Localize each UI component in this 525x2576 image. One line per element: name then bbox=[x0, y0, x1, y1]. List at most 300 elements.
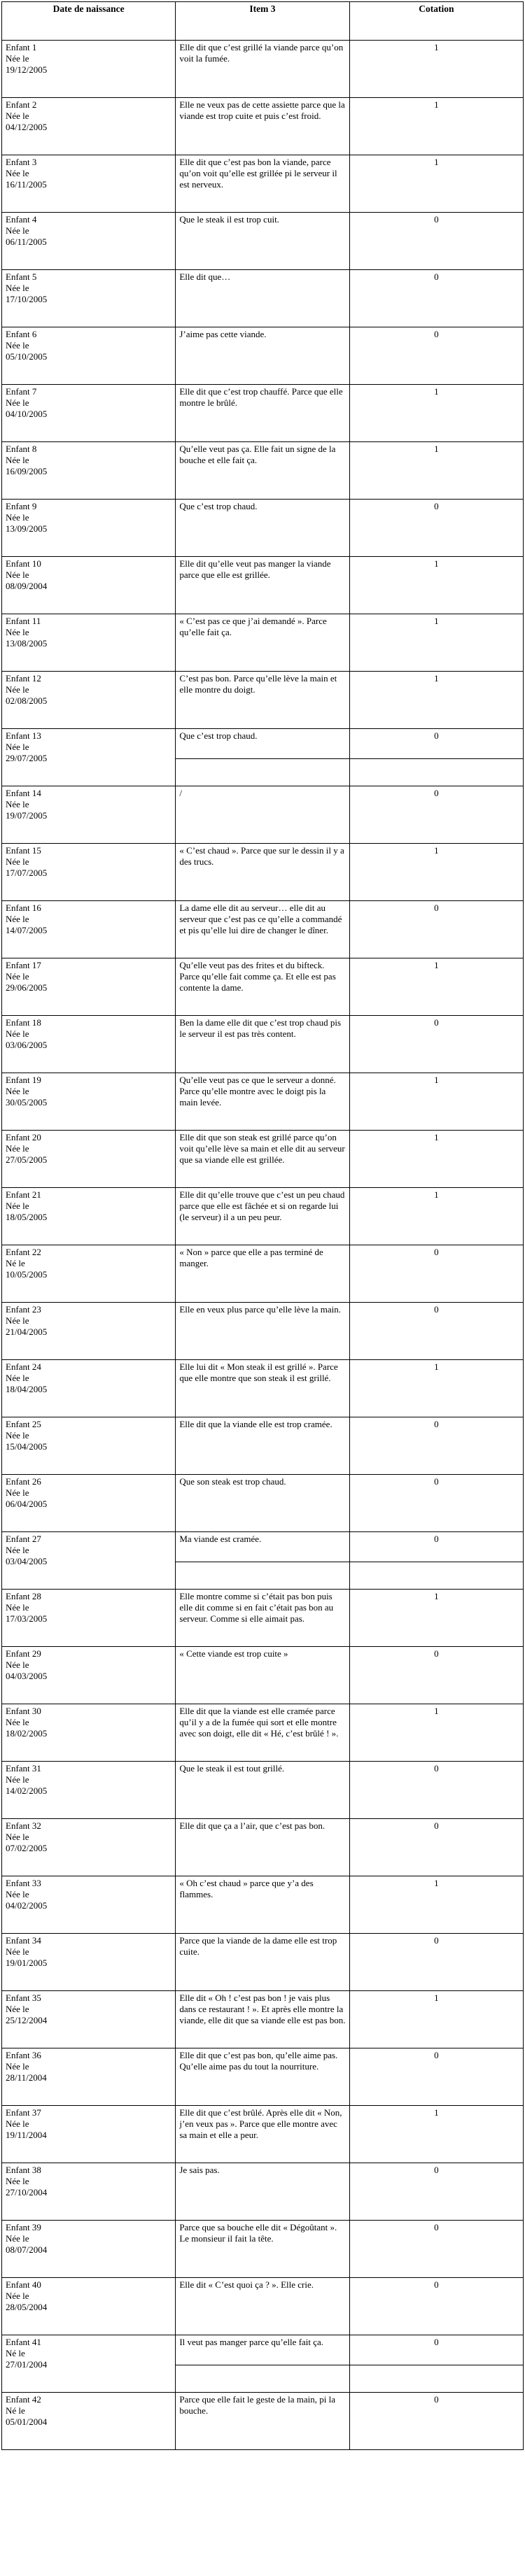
table-row bbox=[2, 2393, 524, 2450]
child-enfant: Enfant 14 bbox=[6, 788, 41, 798]
cell-birthdate bbox=[2, 1704, 176, 1762]
table-row bbox=[2, 1590, 524, 1647]
cell-cotation bbox=[349, 1704, 523, 1762]
cell-cotation bbox=[349, 1819, 523, 1876]
cell-response bbox=[176, 442, 349, 500]
response-text: Que le steak il est trop cuit. bbox=[179, 214, 279, 225]
cell-birthdate bbox=[2, 385, 176, 442]
table-row bbox=[2, 1016, 524, 1073]
child-date: 06/04/2005 bbox=[6, 1499, 48, 1509]
cell-response bbox=[176, 844, 349, 901]
cotation-value: 0 bbox=[434, 2050, 439, 2060]
cotation-value: 1 bbox=[434, 99, 439, 110]
cell-birthdate bbox=[2, 901, 176, 958]
child-date: 29/07/2005 bbox=[6, 753, 48, 763]
table-row bbox=[2, 844, 524, 901]
cotation-value: 1 bbox=[434, 386, 439, 397]
cell-cotation bbox=[349, 1360, 523, 1417]
table-row bbox=[2, 2221, 524, 2278]
cell-birthdate bbox=[2, 614, 176, 672]
cell-cotation bbox=[349, 557, 523, 614]
child-date: 30/05/2005 bbox=[6, 1097, 48, 1107]
cell-response bbox=[176, 1475, 349, 1532]
response-text: Elle dit que la viande est elle cramée parce qu’il y a de la fumée qui sort et elle montre avec son doigt, elle dit « Hé, c’est brûlé ! ». bbox=[179, 1706, 339, 1739]
cotation-value: 0 bbox=[434, 1476, 439, 1487]
table-row bbox=[2, 1819, 524, 1876]
cotation-value: 0 bbox=[434, 1304, 439, 1315]
response-text: Elle dit « Oh ! c’est pas bon ! je vais plus dans ce restaurant ! ». Et après elle montre la viande, elle dit que sa viande elle est pas bon. bbox=[179, 1993, 346, 2025]
cotation-value: 0 bbox=[434, 730, 439, 741]
table-row bbox=[2, 1245, 524, 1303]
cotation-value: 1 bbox=[434, 845, 439, 856]
cell-birthdate bbox=[2, 1188, 176, 1245]
child-enfant: Enfant 12 bbox=[6, 673, 41, 684]
response-text: Elle dit qu’elle veut pas manger la viande parce que elle est grillée. bbox=[179, 558, 331, 580]
cell-birthdate bbox=[2, 41, 176, 98]
child-date: 19/12/2005 bbox=[6, 64, 48, 75]
table-row bbox=[2, 958, 524, 1016]
child-ne: Née le bbox=[6, 1315, 29, 1326]
response-text: Que c’est trop chaud. bbox=[179, 730, 258, 741]
response-text: Ben la dame elle dit que c’est trop chaud pis le serveur il est pas très content. bbox=[179, 1017, 342, 1039]
table-row bbox=[2, 786, 524, 844]
child-ne: Née le bbox=[6, 1659, 29, 1670]
cell-birthdate bbox=[2, 1876, 176, 1934]
cell-birthdate bbox=[2, 1762, 176, 1819]
cell-divider bbox=[176, 758, 349, 759]
child-enfant: Enfant 9 bbox=[6, 501, 37, 511]
child-ne: Née le bbox=[6, 2118, 29, 2129]
cotation-value: 0 bbox=[434, 1648, 439, 1659]
child-ne: Née le bbox=[6, 971, 29, 982]
table-row bbox=[2, 1131, 524, 1188]
child-date: 19/11/2004 bbox=[6, 2130, 47, 2140]
cell-cotation bbox=[349, 786, 523, 844]
child-date: 10/05/2005 bbox=[6, 1269, 48, 1280]
response-text: Je sais pas. bbox=[179, 2165, 220, 2175]
cell-cotation bbox=[349, 1245, 523, 1303]
child-ne: Née le bbox=[6, 2233, 29, 2244]
cotation-value: 1 bbox=[434, 673, 439, 684]
table-row bbox=[2, 1762, 524, 1819]
child-ne: Né le bbox=[6, 2405, 25, 2416]
cell-cotation bbox=[349, 1475, 523, 1532]
table-row bbox=[2, 2278, 524, 2335]
child-enfant: Enfant 11 bbox=[6, 616, 41, 626]
child-date: 27/05/2005 bbox=[6, 1154, 48, 1165]
child-enfant: Enfant 16 bbox=[6, 903, 41, 913]
child-date: 27/10/2004 bbox=[6, 2187, 48, 2198]
cell-birthdate bbox=[2, 327, 176, 385]
cell-response bbox=[176, 2278, 349, 2335]
cell-response bbox=[176, 729, 349, 786]
cotation-value: 0 bbox=[434, 2279, 439, 2290]
cell-response bbox=[176, 385, 349, 442]
child-ne: Née le bbox=[6, 914, 29, 924]
cell-response bbox=[176, 2393, 349, 2450]
response-text: Elle dit que… bbox=[179, 271, 231, 282]
response-text: Qu’elle veut pas ce que le serveur a donné. Parce qu’elle montre avec le doigt pis la main levée. bbox=[179, 1075, 336, 1107]
cotation-value: 0 bbox=[434, 1763, 439, 1774]
response-text: Que le steak il est tout grillé. bbox=[179, 1763, 285, 1774]
child-enfant: Enfant 29 bbox=[6, 1648, 41, 1659]
child-enfant: Enfant 36 bbox=[6, 2050, 41, 2060]
child-enfant: Enfant 32 bbox=[6, 1820, 41, 1831]
response-text: Qu’elle veut pas ça. Elle fait un signe de la bouche et elle fait ça. bbox=[179, 444, 336, 465]
cell-cotation bbox=[349, 958, 523, 1016]
cell-birthdate bbox=[2, 1991, 176, 2048]
table-row bbox=[2, 442, 524, 500]
child-ne: Née le bbox=[6, 1889, 29, 1899]
child-enfant: Enfant 25 bbox=[6, 1419, 41, 1429]
response-text: Elle dit « C’est quoi ça ? ». Elle crie. bbox=[179, 2279, 314, 2290]
table-row bbox=[2, 1934, 524, 1991]
child-enfant: Enfant 35 bbox=[6, 1993, 41, 2003]
cotation-value: 1 bbox=[434, 1361, 439, 1372]
child-ne: Née le bbox=[6, 684, 29, 695]
cell-response bbox=[176, 1647, 349, 1704]
cell-response bbox=[176, 1245, 349, 1303]
cell-birthdate bbox=[2, 500, 176, 557]
cotation-value: 0 bbox=[434, 1935, 439, 1946]
cotation-value: 1 bbox=[434, 1878, 439, 1888]
child-enfant: Enfant 19 bbox=[6, 1075, 41, 1085]
table-row bbox=[2, 1360, 524, 1417]
child-ne: Née le bbox=[6, 168, 29, 178]
cotation-value: 0 bbox=[434, 2394, 439, 2405]
response-text: « Cette viande est trop cuite » bbox=[179, 1648, 288, 1659]
child-date: 03/06/2005 bbox=[6, 1040, 48, 1050]
child-ne: Née le bbox=[6, 569, 29, 580]
child-date: 18/02/2005 bbox=[6, 1728, 48, 1739]
table-row bbox=[2, 1073, 524, 1131]
cell-cotation bbox=[349, 2048, 523, 2106]
child-enfant: Enfant 38 bbox=[6, 2165, 41, 2175]
cell-response bbox=[176, 2335, 349, 2393]
cell-response bbox=[176, 98, 349, 155]
child-date: 07/02/2005 bbox=[6, 1843, 48, 1853]
table-row bbox=[2, 729, 524, 786]
child-enfant: Enfant 34 bbox=[6, 1935, 41, 1946]
cell-response bbox=[176, 1131, 349, 1188]
child-date: 05/01/2004 bbox=[6, 2416, 48, 2427]
child-ne: Né le bbox=[6, 1258, 25, 1268]
child-enfant: Enfant 42 bbox=[6, 2394, 41, 2405]
child-enfant: Enfant 4 bbox=[6, 214, 37, 225]
cell-response bbox=[176, 155, 349, 213]
cell-cotation bbox=[349, 1073, 523, 1131]
cell-birthdate bbox=[2, 557, 176, 614]
table-row bbox=[2, 1991, 524, 2048]
response-text: Elle dit que c’est pas bon la viande, parce qu’on voit qu’elle est grillée pi le serveur il est nerveux. bbox=[179, 157, 337, 190]
child-ne: Née le bbox=[6, 1373, 29, 1383]
cotation-value: 1 bbox=[434, 444, 439, 454]
child-ne: Née le bbox=[6, 1028, 29, 1039]
table-row bbox=[2, 557, 524, 614]
child-ne: Née le bbox=[6, 340, 29, 351]
cotation-value: 0 bbox=[434, 788, 439, 798]
response-text: Elle dit que son steak est grillé parce qu’on voit qu’elle lève sa main et elle dit au serveur que sa viande elle est grillée. bbox=[179, 1132, 345, 1165]
child-ne: Née le bbox=[6, 283, 29, 293]
child-enfant: Enfant 27 bbox=[6, 1534, 41, 1544]
response-text: « Oh c’est chaud » parce que y’a des flammes. bbox=[179, 1878, 314, 1899]
child-enfant: Enfant 39 bbox=[6, 2222, 41, 2232]
child-date: 14/02/2005 bbox=[6, 1785, 48, 1796]
cotation-value: 1 bbox=[434, 1706, 439, 1716]
cell-response bbox=[176, 672, 349, 729]
response-text: Elle dit que ça a l’air, que c’est pas bon. bbox=[179, 1820, 326, 1831]
response-text: Parce que sa bouche elle dit « Dégoûtant ». Le monsieur il fait la tête. bbox=[179, 2222, 337, 2244]
cell-cotation bbox=[349, 901, 523, 958]
child-date: 15/04/2005 bbox=[6, 1441, 48, 1452]
cotation-value: 0 bbox=[434, 214, 439, 225]
child-ne: Née le bbox=[6, 1717, 29, 1727]
cell-birthdate bbox=[2, 1819, 176, 1876]
child-date: 28/11/2004 bbox=[6, 2072, 47, 2083]
header-date: Date de naissance bbox=[2, 2, 176, 41]
child-enfant: Enfant 30 bbox=[6, 1706, 41, 1716]
child-ne: Née le bbox=[6, 1487, 29, 1498]
cell-cotation bbox=[349, 1590, 523, 1647]
child-ne: Née le bbox=[6, 799, 29, 809]
cotation-value: 1 bbox=[434, 157, 439, 167]
cotation-value: 1 bbox=[434, 1189, 439, 1200]
cell-cotation bbox=[349, 2163, 523, 2221]
cell-response bbox=[176, 1417, 349, 1475]
cotation-value: 0 bbox=[434, 329, 439, 339]
cotation-value: 0 bbox=[434, 1017, 439, 1028]
response-text: « Non » parce que elle a pas terminé de manger. bbox=[179, 1247, 323, 1268]
child-ne: Née le bbox=[6, 512, 29, 523]
child-date: 16/11/2005 bbox=[6, 179, 47, 190]
cell-response bbox=[176, 557, 349, 614]
response-text: Parce que la viande de la dame elle est trop cuite. bbox=[179, 1935, 337, 1957]
cell-response bbox=[176, 1303, 349, 1360]
cell-cotation bbox=[349, 614, 523, 672]
table-row bbox=[2, 2335, 524, 2393]
response-text: J’aime pas cette viande. bbox=[179, 329, 267, 339]
header-item: Item 3 bbox=[176, 2, 349, 41]
child-enfant: Enfant 24 bbox=[6, 1361, 41, 1372]
child-ne: Née le bbox=[6, 53, 29, 64]
cell-birthdate bbox=[2, 2278, 176, 2335]
cell-cotation bbox=[349, 442, 523, 500]
cell-birthdate bbox=[2, 2221, 176, 2278]
cell-birthdate bbox=[2, 672, 176, 729]
table-row bbox=[2, 1647, 524, 1704]
child-date: 21/04/2005 bbox=[6, 1326, 48, 1337]
header-row bbox=[2, 2, 524, 41]
response-text: « C’est chaud ». Parce que sur le dessin il y a des trucs. bbox=[179, 845, 344, 867]
cotation-value: 0 bbox=[434, 1534, 439, 1544]
table-row bbox=[2, 901, 524, 958]
cell-birthdate bbox=[2, 844, 176, 901]
child-ne: Née le bbox=[6, 1832, 29, 1842]
cell-response bbox=[176, 1360, 349, 1417]
cell-cotation bbox=[349, 2221, 523, 2278]
child-ne: Née le bbox=[6, 2061, 29, 2072]
cell-cotation bbox=[349, 1876, 523, 1934]
response-text: / bbox=[179, 788, 182, 798]
cell-response bbox=[176, 1991, 349, 2048]
child-enfant: Enfant 22 bbox=[6, 1247, 41, 1257]
child-enfant: Enfant 3 bbox=[6, 157, 37, 167]
child-enfant: Enfant 10 bbox=[6, 558, 41, 569]
child-date: 08/09/2004 bbox=[6, 581, 48, 591]
cell-response bbox=[176, 2106, 349, 2163]
child-date: 29/06/2005 bbox=[6, 982, 48, 993]
cell-cotation bbox=[349, 2278, 523, 2335]
response-text: « C’est pas ce que j’ai demandé ». Parce qu’elle fait ça. bbox=[179, 616, 327, 637]
cell-cotation bbox=[349, 2393, 523, 2450]
cell-cotation bbox=[349, 672, 523, 729]
cell-cotation bbox=[349, 500, 523, 557]
cotation-value: 0 bbox=[434, 1247, 439, 1257]
cotation-value: 0 bbox=[434, 501, 439, 511]
cell-cotation bbox=[349, 2106, 523, 2163]
header-cotation: Cotation bbox=[349, 2, 523, 41]
cell-cotation bbox=[349, 1188, 523, 1245]
cell-cotation bbox=[349, 844, 523, 901]
table-row bbox=[2, 41, 524, 98]
child-enfant: Enfant 13 bbox=[6, 730, 41, 741]
table-row bbox=[2, 1704, 524, 1762]
child-date: 16/09/2005 bbox=[6, 466, 48, 476]
child-ne: Née le bbox=[6, 1545, 29, 1555]
child-ne: Née le bbox=[6, 856, 29, 867]
response-text: La dame elle dit au serveur… elle dit au serveur que c’est pas ce qu’elle a commandé et pis qu’elle lui dire de changer le dîner. bbox=[179, 903, 342, 935]
cell-response bbox=[176, 958, 349, 1016]
child-ne: Née le bbox=[6, 1602, 29, 1613]
cotation-value: 1 bbox=[434, 1993, 439, 2003]
child-enfant: Enfant 8 bbox=[6, 444, 37, 454]
cell-response bbox=[176, 1188, 349, 1245]
child-ne: Née le bbox=[6, 1201, 29, 1211]
cell-birthdate bbox=[2, 1245, 176, 1303]
cell-cotation bbox=[349, 1532, 523, 1590]
table-row bbox=[2, 1475, 524, 1532]
cell-birthdate bbox=[2, 2106, 176, 2163]
table-row bbox=[2, 213, 524, 270]
cell-response bbox=[176, 1704, 349, 1762]
cotation-value: 0 bbox=[434, 903, 439, 913]
cotation-value: 1 bbox=[434, 558, 439, 569]
cell-birthdate bbox=[2, 1016, 176, 1073]
response-text: Elle dit que c’est trop chauffé. Parce que elle montre le brûlé. bbox=[179, 386, 343, 408]
child-ne: Née le bbox=[6, 2004, 29, 2014]
child-ne: Née le bbox=[6, 111, 29, 121]
cell-cotation bbox=[349, 1762, 523, 1819]
response-text: Elle ne veux pas de cette assiette parce que la viande est trop cuite et puis c’est froid. bbox=[179, 99, 345, 121]
cell-birthdate bbox=[2, 1131, 176, 1188]
cell-cotation bbox=[349, 1991, 523, 2048]
cell-response bbox=[176, 500, 349, 557]
cell-cotation bbox=[349, 2335, 523, 2393]
cell-response bbox=[176, 1876, 349, 1934]
child-enfant: Enfant 23 bbox=[6, 1304, 41, 1315]
cell-birthdate bbox=[2, 155, 176, 213]
cell-cotation bbox=[349, 327, 523, 385]
cell-birthdate bbox=[2, 213, 176, 270]
cotation-value: 1 bbox=[434, 1591, 439, 1601]
response-text: Elle dit que c’est grillé la viande parce qu’on voit la fumée. bbox=[179, 42, 344, 64]
child-ne: Née le bbox=[6, 627, 29, 637]
response-text: Elle en veux plus parce qu’elle lève la main. bbox=[179, 1304, 341, 1315]
child-date: 14/07/2005 bbox=[6, 925, 48, 935]
child-enfant: Enfant 6 bbox=[6, 329, 37, 339]
cell-birthdate bbox=[2, 2048, 176, 2106]
child-date: 05/10/2005 bbox=[6, 351, 48, 362]
cell-response bbox=[176, 786, 349, 844]
table-row bbox=[2, 327, 524, 385]
child-enfant: Enfant 17 bbox=[6, 960, 41, 970]
cell-response bbox=[176, 1590, 349, 1647]
cell-cotation bbox=[349, 729, 523, 786]
cell-response bbox=[176, 213, 349, 270]
child-ne: Née le bbox=[6, 1946, 29, 1957]
cell-birthdate bbox=[2, 729, 176, 786]
table-row bbox=[2, 2163, 524, 2221]
cell-cotation bbox=[349, 41, 523, 98]
child-ne: Née le bbox=[6, 1143, 29, 1154]
cell-birthdate bbox=[2, 1073, 176, 1131]
child-date: 18/05/2005 bbox=[6, 1212, 48, 1222]
child-date: 17/07/2005 bbox=[6, 868, 48, 878]
cell-response bbox=[176, 1934, 349, 1991]
cell-birthdate bbox=[2, 2163, 176, 2221]
table-row bbox=[2, 155, 524, 213]
cell-response bbox=[176, 1073, 349, 1131]
child-ne: Née le bbox=[6, 2176, 29, 2186]
response-text: C’est pas bon. Parce qu’elle lève la main et elle montre du doigt. bbox=[179, 673, 337, 695]
child-ne: Né le bbox=[6, 2348, 25, 2358]
table-row bbox=[2, 98, 524, 155]
cotation-value: 1 bbox=[434, 1132, 439, 1142]
cell-cotation bbox=[349, 1131, 523, 1188]
cell-response bbox=[176, 1819, 349, 1876]
child-ne: Née le bbox=[6, 397, 29, 408]
table-row bbox=[2, 614, 524, 672]
cell-response bbox=[176, 2048, 349, 2106]
cell-birthdate bbox=[2, 1934, 176, 1991]
cell-birthdate bbox=[2, 2335, 176, 2393]
cell-response bbox=[176, 2221, 349, 2278]
table-row bbox=[2, 1188, 524, 1245]
child-date: 04/10/2005 bbox=[6, 409, 48, 419]
cell-birthdate bbox=[2, 1360, 176, 1417]
response-text: Elle dit que c’est pas bon, qu’elle aime pas. Qu’elle aime pas du tout la nourriture. bbox=[179, 2050, 338, 2072]
cell-cotation bbox=[349, 1417, 523, 1475]
child-ne: Née le bbox=[6, 1430, 29, 1441]
cell-response bbox=[176, 270, 349, 327]
child-enfant: Enfant 28 bbox=[6, 1591, 41, 1601]
cell-birthdate bbox=[2, 958, 176, 1016]
child-ne: Née le bbox=[6, 225, 29, 236]
cell-response bbox=[176, 2163, 349, 2221]
cell-response bbox=[176, 901, 349, 958]
table-row bbox=[2, 1303, 524, 1360]
cell-birthdate bbox=[2, 2393, 176, 2450]
cell-birthdate bbox=[2, 270, 176, 327]
child-date: 17/10/2005 bbox=[6, 294, 48, 304]
cell-response bbox=[176, 1762, 349, 1819]
cotation-value: 0 bbox=[434, 2165, 439, 2175]
cotation-value: 1 bbox=[434, 1075, 439, 1085]
cell-birthdate bbox=[2, 1417, 176, 1475]
cell-cotation bbox=[349, 1934, 523, 1991]
cell-cotation bbox=[349, 1016, 523, 1073]
child-enfant: Enfant 40 bbox=[6, 2279, 41, 2290]
